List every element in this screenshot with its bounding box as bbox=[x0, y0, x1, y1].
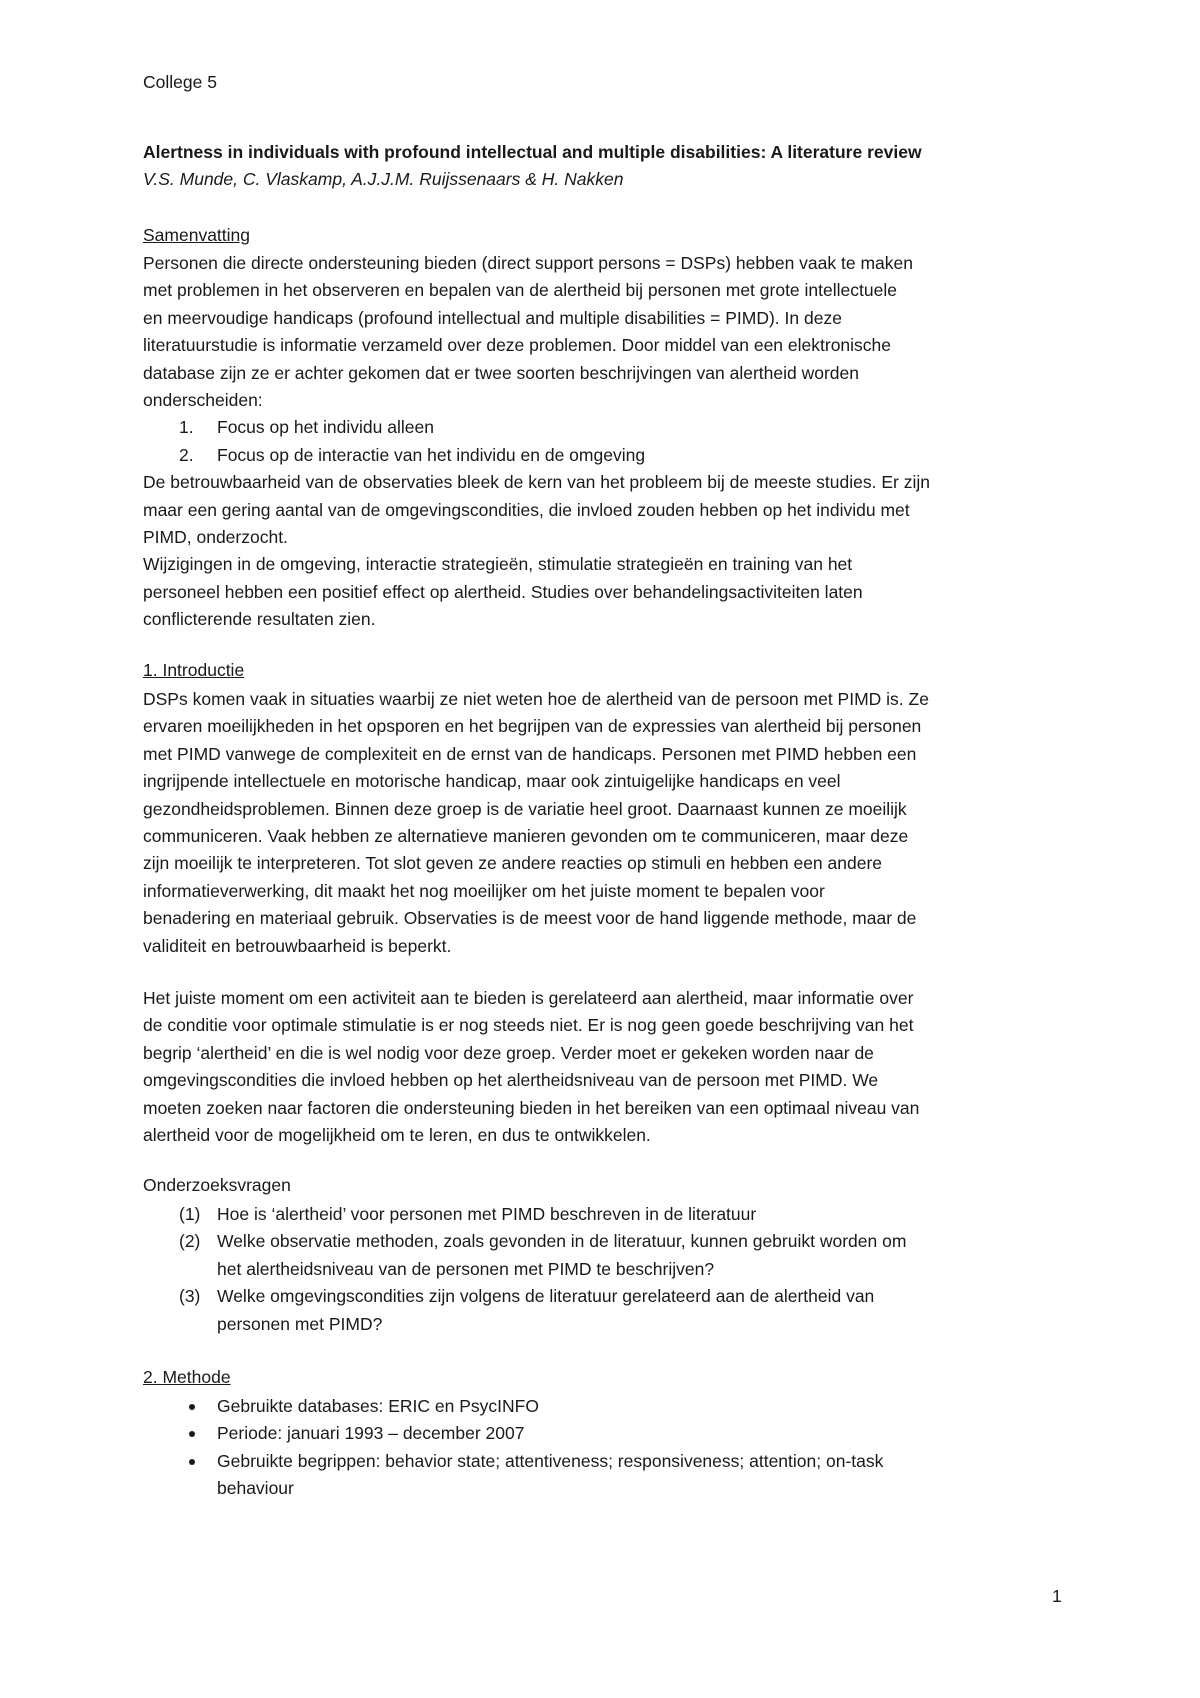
article-authors: V.S. Munde, C. Vlaskamp, A.J.J.M. Ruijssenaars & H. Nakken bbox=[143, 169, 624, 189]
text-line: Het juiste moment om een activiteit aan te bieden is gerelateerd aan alertheid, maar informatie over bbox=[143, 988, 914, 1008]
bullet-icon bbox=[189, 1404, 195, 1410]
question-item-line bbox=[143, 1283, 1073, 1310]
text-line: Personen die directe ondersteuning bieden (direct support persons = DSPs) hebben vaak te maken bbox=[143, 253, 913, 273]
bullet-icon bbox=[189, 1431, 195, 1437]
text-line: benadering en materiaal gebruik. Observaties is de meest voor de hand liggende methode, maar de bbox=[143, 908, 917, 929]
list-item-text: Focus op de interactie van het individu en de omgeving bbox=[217, 444, 646, 465]
text-line: en meervoudige handicaps (profound intellectual and multiple disabilities = PIMD). In deze bbox=[143, 307, 842, 328]
list-marker: 1. bbox=[179, 417, 194, 438]
samenvatting-lines-a bbox=[143, 250, 1073, 414]
bullet-item-line bbox=[143, 1393, 1073, 1420]
list-marker: 2. bbox=[179, 444, 194, 465]
list-item-text: Welke observatie methoden, zoals gevonden in de literatuur, kunnen gebruikt worden om bbox=[217, 1231, 907, 1252]
question-item-line bbox=[143, 1311, 1073, 1338]
question-item-line bbox=[143, 1201, 1073, 1228]
text-line: database zijn ze er achter gekomen dat er twee soorten beschrijvingen van alertheid worden bbox=[143, 362, 859, 383]
text-line: moeten zoeken naar factoren die ondersteuning bieden in het bereiken van een optimaal niveau van bbox=[143, 1097, 920, 1118]
text-line: ingrijpende intellectuele en motorische handicap, maar ook zintuigelijke handicaps en veel bbox=[143, 771, 841, 792]
list-item-text: Gebruikte begrippen: behavior state; attentiveness; responsiveness; attention; on-task bbox=[217, 1450, 884, 1471]
list-marker: (3) bbox=[179, 1286, 201, 1307]
text-line: met problemen in het observeren en bepalen van de alertheid bij personen met grote intellectuele bbox=[143, 280, 897, 301]
text-line: zijn moeilijk te interpreteren. Tot slot geven ze andere reacties op stimuli en hebben een andere bbox=[143, 853, 883, 874]
text-line: alertheid voor de mogelijkheid om te leren, en dus te ontwikkelen. bbox=[143, 1124, 651, 1145]
question-item-line bbox=[143, 1256, 1073, 1283]
text-line: begrip ‘alertheid’ en die is wel nodig voor deze groep. Verder moet er gekeken worden naar de bbox=[143, 1042, 874, 1063]
text-line: De betrouwbaarheid van de observaties bleek de kern van het probleem bij de meeste studies. Er zijn bbox=[143, 472, 930, 493]
list-item-text: Focus op het individu alleen bbox=[217, 417, 434, 438]
text-line: conflicterende resultaten zien. bbox=[143, 609, 376, 630]
text-line: DSPs komen vaak in situaties waarbij ze niet weten hoe de alertheid van de persoon met PIMD is. Ze bbox=[143, 689, 929, 709]
numbered-list-item bbox=[143, 414, 1073, 441]
bullet-icon bbox=[189, 1459, 195, 1465]
text-line: onderscheiden: bbox=[143, 389, 263, 410]
text-line: personeel hebben een positief effect op alertheid. Studies over behandelingsactiviteiten laten bbox=[143, 581, 863, 602]
text-line: literatuurstudie is informatie verzameld over deze problemen. Door middel van een elektronische bbox=[143, 335, 892, 356]
text-line: validiteit en betrouwbaarheid is beperkt. bbox=[143, 935, 452, 956]
list-marker: (2) bbox=[179, 1231, 201, 1252]
list-item-text: Periode: januari 1993 – december 2007 bbox=[217, 1423, 525, 1444]
header-label: College 5 bbox=[143, 72, 217, 92]
bullet-item-line bbox=[143, 1475, 1073, 1502]
list-item-text: personen met PIMD? bbox=[217, 1313, 383, 1334]
question-item-line bbox=[143, 1228, 1073, 1255]
introductie-paragraph-2 bbox=[143, 985, 1073, 1149]
onderzoeksvragen-heading: Onderzoeksvragen bbox=[143, 1175, 291, 1195]
text-line: communiceren. Vaak hebben ze alternatieve manieren gevonden om te communiceren, maar deze bbox=[143, 825, 909, 846]
list-item-text: Welke omgevingscondities zijn volgens de literatuur gerelateerd aan de alertheid van bbox=[217, 1286, 875, 1307]
list-item-text: Hoe is ‘alertheid’ voor personen met PIMD beschreven in de literatuur bbox=[217, 1204, 757, 1224]
text-line: PIMD, onderzocht. bbox=[143, 526, 288, 547]
samenvatting-heading: Samenvatting bbox=[143, 225, 251, 245]
samenvatting-body bbox=[143, 250, 1073, 633]
methode-heading: 2. Methode bbox=[143, 1367, 231, 1387]
article-title: Alertness in individuals with profound intellectual and multiple disabilities: A literature review bbox=[143, 142, 922, 162]
text-line: maar een gering aantal van de omgevingscondities, die invloed zouden hebben op het individu met bbox=[143, 499, 910, 520]
text-line: omgevingscondities die invloed hebben op het alertheidsniveau van de persoon met PIMD. We bbox=[143, 1070, 879, 1091]
text-line: informatieverwerking, dit maakt het nog moeilijker om het juiste moment te bepalen voor bbox=[143, 880, 825, 901]
introductie-paragraph-1 bbox=[143, 686, 1073, 960]
text-line: ervaren moeilijkheden in het opsporen en het begrijpen van de expressies van alertheid bij personen bbox=[143, 716, 922, 737]
list-item-text: het alertheidsniveau van de personen met PIMD te beschrijven? bbox=[217, 1258, 715, 1279]
onderzoeksvragen-list bbox=[143, 1201, 1073, 1338]
bullet-item-line bbox=[143, 1448, 1073, 1475]
list-item-text: behaviour bbox=[217, 1478, 294, 1499]
page-number: 1 bbox=[1052, 1586, 1062, 1606]
text-line: met PIMD vanwege de complexiteit en de ernst van de handicaps. Personen met PIMD hebben een bbox=[143, 743, 917, 764]
methode-list bbox=[143, 1393, 1073, 1503]
samenvatting-list bbox=[143, 414, 1073, 469]
introductie-heading: 1. Introductie bbox=[143, 660, 245, 680]
text-line: gezondheidsproblemen. Binnen deze groep is de variatie heel groot. Daarnaast kunnen ze moeilijk bbox=[143, 798, 907, 819]
samenvatting-lines-b bbox=[143, 469, 1073, 633]
bullet-item-line bbox=[143, 1420, 1073, 1447]
text-line: de conditie voor optimale stimulatie is er nog steeds niet. Er is nog geen goede beschrijving van het bbox=[143, 1015, 914, 1036]
list-item-text: Gebruikte databases: ERIC en PsycINFO bbox=[217, 1396, 539, 1416]
list-marker: (1) bbox=[179, 1204, 201, 1224]
text-line: Wijzigingen in de omgeving, interactie strategieën, stimulatie strategieën en training van het bbox=[143, 554, 853, 575]
numbered-list-item bbox=[143, 442, 1073, 469]
